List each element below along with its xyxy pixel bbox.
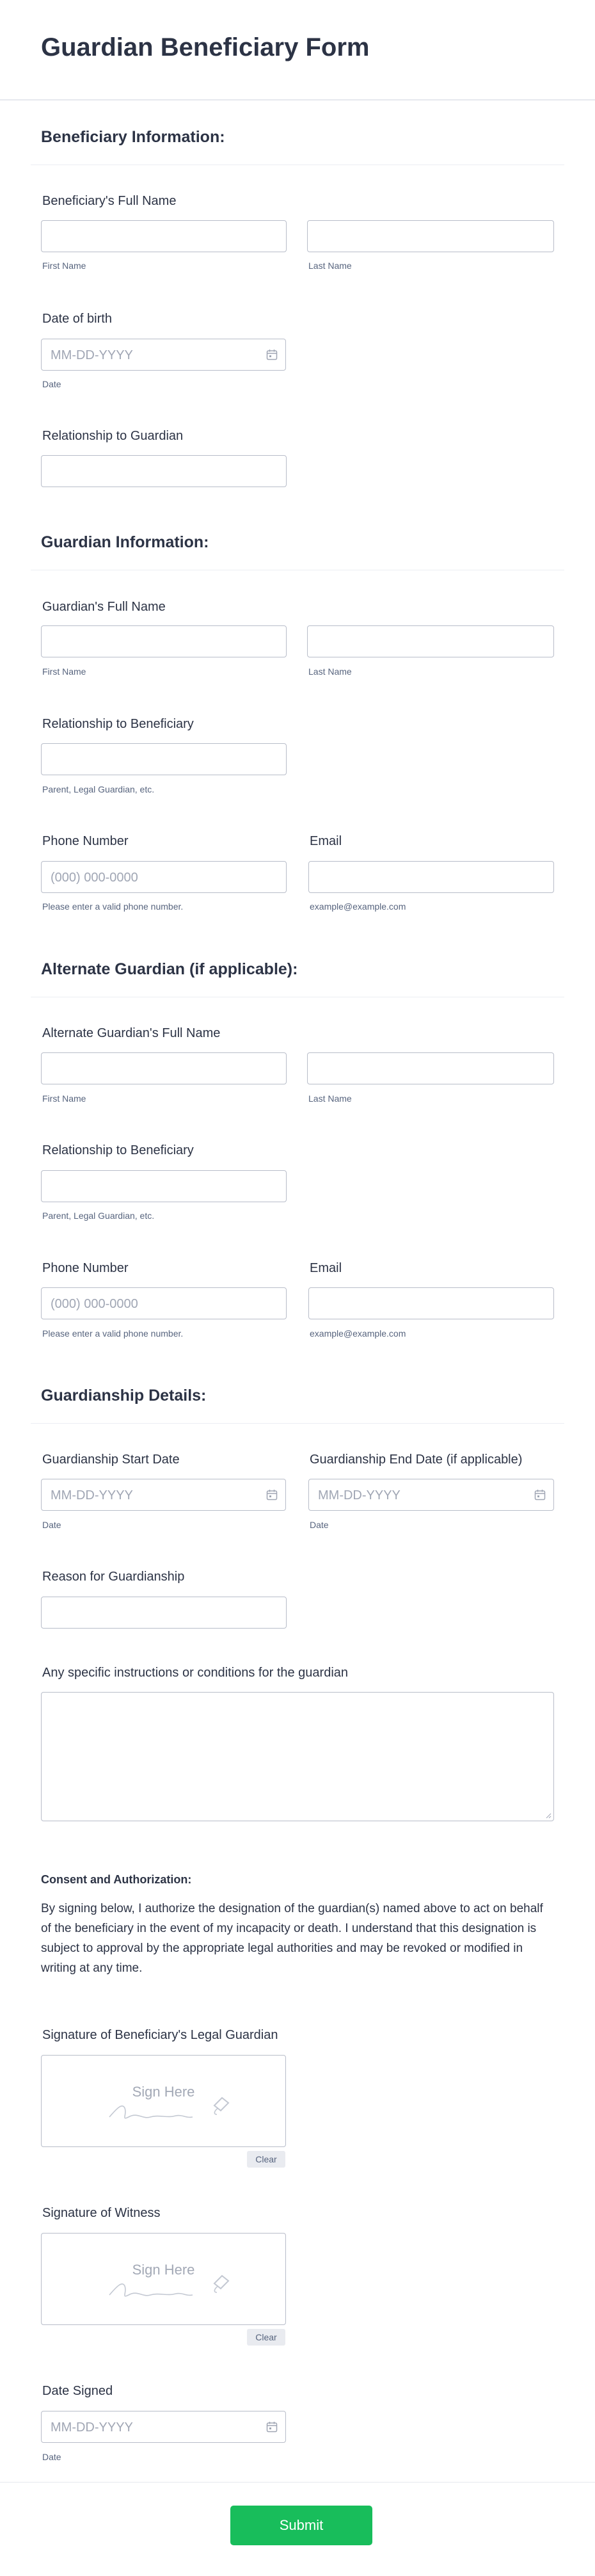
date-signed-sublabel: Date (42, 2452, 61, 2462)
clear-witness-signature-button[interactable]: Clear (247, 2329, 285, 2346)
instructions-textarea[interactable] (41, 1692, 554, 1821)
calendar-icon[interactable] (534, 1489, 546, 1501)
alternate-email-label: Email (310, 1261, 342, 1275)
first-name-sublabel: First Name (42, 261, 86, 271)
alternate-relationship-label: Relationship to Beneficiary (42, 1143, 194, 1157)
submit-button[interactable]: Submit (230, 2506, 372, 2545)
sign-here-placeholder: Sign Here (132, 2262, 195, 2278)
relationship-to-guardian-input[interactable] (41, 455, 287, 487)
end-date-sublabel: Date (310, 1520, 329, 1530)
alternate-first-name-input[interactable] (41, 1052, 287, 1084)
clear-guardian-signature-button[interactable]: Clear (247, 2151, 285, 2168)
signature-scribble-icon (106, 2267, 259, 2305)
guardian-signature-label: Signature of Beneficiary's Legal Guardian (42, 2028, 278, 2042)
first-name-sublabel: First Name (42, 666, 86, 677)
alternate-last-name-input[interactable] (307, 1052, 554, 1084)
email-sublabel: example@example.com (310, 901, 406, 912)
guardian-last-name-input[interactable] (307, 625, 554, 657)
last-name-sublabel: Last Name (308, 1093, 352, 1104)
section-heading-guardian: Guardian Information: (41, 533, 209, 551)
page-title: Guardian Beneficiary Form (41, 33, 370, 61)
relationship-sublabel: Parent, Legal Guardian, etc. (42, 1211, 155, 1221)
guardian-email-input[interactable] (308, 861, 554, 893)
guardian-relationship-label: Relationship to Beneficiary (42, 717, 194, 731)
reason-input[interactable] (41, 1597, 287, 1629)
calendar-icon[interactable] (266, 1489, 278, 1501)
beneficiary-full-name-label: Beneficiary's Full Name (42, 194, 177, 208)
resize-grip-icon[interactable] (545, 1812, 551, 1819)
guardian-first-name-input[interactable] (41, 625, 287, 657)
witness-signature-label: Signature of Witness (42, 2206, 161, 2220)
relationship-sublabel: Parent, Legal Guardian, etc. (42, 784, 155, 794)
section-heading-details: Guardianship Details: (41, 1387, 207, 1405)
section-divider (31, 1423, 564, 1424)
end-date-placeholder: MM-DD-YYYY (318, 1488, 401, 1502)
alternate-phone-label: Phone Number (42, 1261, 129, 1275)
signature-scribble-icon (106, 2089, 259, 2127)
start-date-label: Guardianship Start Date (42, 1453, 180, 1467)
witness-signature-pad[interactable] (41, 2233, 286, 2325)
dob-placeholder: MM-DD-YYYY (51, 348, 133, 362)
alternate-relationship-input[interactable] (41, 1170, 287, 1202)
alternate-phone-input[interactable] (41, 1287, 287, 1319)
end-date-input[interactable] (308, 1479, 554, 1511)
sign-here-placeholder: Sign Here (132, 2084, 195, 2100)
date-signed-input[interactable] (41, 2411, 286, 2443)
reason-label: Reason for Guardianship (42, 1570, 185, 1584)
guardian-phone-input[interactable] (41, 861, 287, 893)
alternate-full-name-label: Alternate Guardian's Full Name (42, 1026, 221, 1040)
calendar-icon[interactable] (266, 349, 278, 360)
first-name-sublabel: First Name (42, 1093, 86, 1104)
dob-label: Date of birth (42, 312, 112, 326)
guardian-relationship-input[interactable] (41, 743, 287, 775)
email-sublabel: example@example.com (310, 1328, 406, 1339)
start-date-sublabel: Date (42, 1520, 61, 1530)
beneficiary-last-name-input[interactable] (307, 220, 554, 252)
consent-heading: Consent and Authorization: (41, 1873, 192, 1886)
phone-sublabel: Please enter a valid phone number. (42, 1328, 184, 1339)
consent-text: By signing below, I authorize the designation of the guardian(s) named above to act on behalf of the beneficiary in the event of my incapacity or death. I understand that this designation is subject to approval by the appropriate legal authorities and may be revoked or modified in writing at any time. (41, 1902, 543, 1975)
phone-sublabel: Please enter a valid phone number. (42, 901, 184, 912)
start-date-placeholder: MM-DD-YYYY (51, 1488, 133, 1502)
start-date-input[interactable] (41, 1479, 286, 1511)
phone-placeholder: (000) 000-0000 (51, 871, 138, 885)
guardian-full-name-label: Guardian's Full Name (42, 600, 166, 614)
section-heading-alternate: Alternate Guardian (if applicable): (41, 960, 298, 978)
end-date-label: Guardianship End Date (if applicable) (310, 1453, 523, 1467)
date-signed-label: Date Signed (42, 2384, 113, 2398)
guardian-signature-pad[interactable] (41, 2055, 286, 2147)
guardian-email-label: Email (310, 834, 342, 848)
footer-divider (0, 2482, 595, 2483)
date-signed-placeholder: MM-DD-YYYY (51, 2420, 133, 2435)
dob-sublabel: Date (42, 379, 61, 389)
relationship-to-guardian-label: Relationship to Guardian (42, 429, 184, 443)
dob-input[interactable] (41, 339, 286, 371)
last-name-sublabel: Last Name (308, 261, 352, 271)
guardian-phone-label: Phone Number (42, 834, 129, 848)
last-name-sublabel: Last Name (308, 666, 352, 677)
instructions-label: Any specific instructions or conditions for the guardian (42, 1666, 349, 1680)
beneficiary-first-name-input[interactable] (41, 220, 287, 252)
section-heading-beneficiary: Beneficiary Information: (41, 128, 225, 146)
phone-placeholder: (000) 000-0000 (51, 1297, 138, 1311)
header-divider (0, 99, 595, 101)
calendar-icon[interactable] (266, 2421, 278, 2433)
alternate-email-input[interactable] (308, 1287, 554, 1319)
